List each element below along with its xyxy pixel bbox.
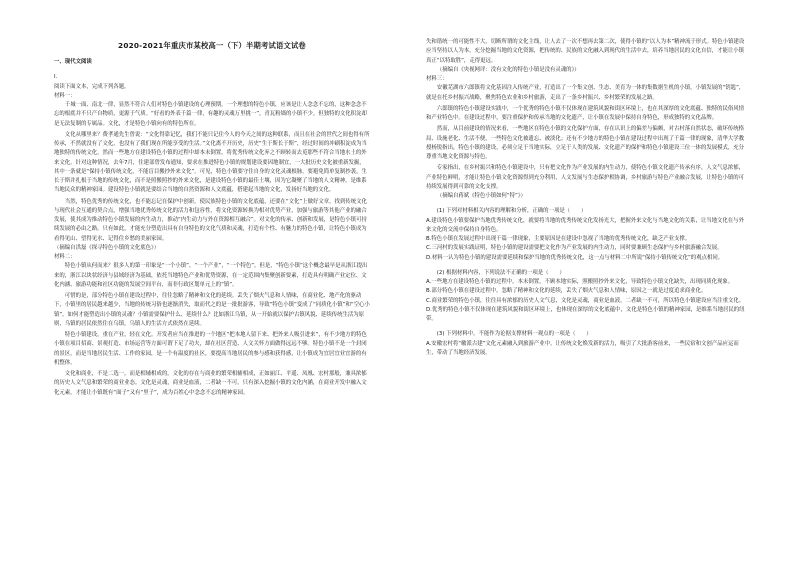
question-2-option-d: D.优秀的特色小镇不仅体现在建筑风貌和街区环境上，也体现在深厚的文化底蕴中，文化是特色小镇的精神家园，是维系当地居民的纽带。 [426,306,745,322]
question-1-option-b: B.特色小镇在发展过程中出现千篇一律现象，主要原因是在建设中忽视了当地的优秀传统文化，缺乏产业支撑。 [426,236,691,242]
material-2-source: （摘编自《央视网评：没有文化的特色小镇是没有灵魂的》） [436,66,580,73]
page-title: 2020-2021年重庆市某校高一（下）半期考试语文试卷 [118,41,306,50]
right-text-flow [426,38,746,358]
material-3-label: 材料三： [426,76,448,82]
material-1-paragraph-2: 文化从哪里来？费孝通先生曾说：“文化得靠记忆，我们不能只记住今人的今天之间的这种联系，而且在社会的世代之间也得有所传承，不然就没有了文化，也没有了我们现在所能享受的生活。”文化离不开历史，历史“生于斯长于斯”，经过时间的冲刷积淀成为当地独特的传统文化。然而一些地方在建设特色小镇的过程中却本末倒置，将优秀传统文化弃之不顾转而去觅那些不符合当地水土的外来文化。针对这种情况，去年7月，住建部曾发布通知，要求在推进特色小镇的规划建设要因地制宜，一大批历史文化被重新发掘，其中一条就是“保持小镇传统文化，不能盲目搬抄外来文化”。可见，特色小镇要守住自身的文化灵魂根脉，要避免简单复制抄袭。生长于斯并扎根于当地的传统文化，而不是照搬照抄的外来文化，是建设特色小镇的最佳土壤，因为它凝聚了当地的人文精神，是维系当地民众的精神家园。建设特色小镇就是要结合当地的自然资源和人文底蕴，搭建起当地的文化，发扬好当地的文化。 [54,131,370,194]
left-column [54,0,370,562]
material-3-paragraph-3: 然而，从目前建设的情况来看，一些地区在特色小镇的文化保护方面，存在认识上的偏差与偏颇，对古村落自然状态，破坏传统格局、设施老化、生活不便，一些特色文化被遗忘、被淡化；还有不少地方的特色小镇在建设过程中出现了千篇一律的现象，清华大学教授杨锐指出，特色小镇的建设，必须立足于当地实际，立足于人类的发展、文化遗产的保护和特色小镇建设三位一体的发展模式，充分尊重当地文化资源与特色。 [426,126,745,160]
material-3-paragraph-2: 六郎镇的特色小镇建设实践中，一个优秀的特色小镇不仅体现在建筑风貌和街区环境上，也在其深厚的文化底蕴、独特的民俗风情和产业特色中。在建设过程中，要注重保护和传承当地的文化遗产，让小镇在发展中保持自身特色，形成独特的文化品牌。 [426,105,745,121]
material-1-label: 材料一： [54,92,76,99]
material-3-source: （摘编自蒋斌《特色小镇如何“特”》） [436,193,526,199]
material-2-paragraph-4: 文化和商业，不是二选一，而是相辅相成的。文化的存在与商业的繁荣相辅相成，正如丽江、平遥、凤凰、宏村那般，兼具浓郁的历史人文气息和繁荣的商业业态。文化是灵魂，商业是血液，二者缺一不可。只有深入挖掘小镇的文化内涵，在商业开发中融入文化元素，才能让小镇既有“面子”又有“里子”，成为百姓心中念念不忘的精神家园。 [54,371,367,396]
question-1-option-a: A.建设特色小镇要保护当地优秀传统文化，就要将当地的优秀传统文化发扬光大，把握外来文化与当地文化的关系，让当地文化在与外来文化的交流中保持自身特色。 [426,217,744,233]
question-2-option-a: A.一些地方在建设特色小镇的过程中，本末倒置，不顾本地实际，照搬照抄外来文化，导致特色小镇文化缺失，出现同质化现象。 [426,279,734,285]
section-heading: 一、现代文阅读 [54,59,92,65]
question-number: I. [54,74,58,81]
question-2: (2) 根据材料内容，下列说法不正确的一项是（ ） [436,269,565,276]
material-2-continued: 失和谐统一的可能性不大，切断所谓的文化主线，让人去了一次不想再去第二次，使得小镇的“以人为本”精神流于形式。特色小镇建设应当坚持以人为本，充分挖掘当地的文化资源，把传统的、民族的文化融入到现代的生活中去，培养当地居民的文化自信，才能让小镇真正“以特取胜”，走得更远。 [426,39,745,64]
question-2-option-c: C.商业繁荣的特色小镇，往往具有浓郁的历史人文气息，文化是灵魂，商业是血液，二者缺一不可，所以特色小镇建设应当注重文化。 [426,297,745,304]
material-2-label: 材料二： [54,254,76,260]
instruction: 阅读下面文本，完成下列各题。 [54,83,130,90]
material-3-paragraph-4: 专家指出，在乡村振兴和特色小镇建设中，只有把文化作为产业发展的内生动力，使特色小镇文化遗产传承有序，人文气息浓郁，产业特色鲜明，才能让特色小镇文化资源得到充分利用，人文发展与生态保护相协调，乡村旅游与特色产业融合发展，让特色小镇的可持续发展得到可靠的文化支撑。 [426,165,745,190]
material-2-paragraph-3: 特色小镇建设，重在产业，轻在文化。开发者应当在推进的一个地区“把本地人留下来、把外来人吸引进来”，有不少地方的特色小镇在项目招商、景观打造、市场运营等方面可谓下足了功夫，却在社区营造、人文关怀方面做得远远不够。特色小镇不是一个封闭的景区，而是当地居民生活、工作的家园，是一个有温度的社区，要提高当地居民的参与感和获得感，让小镇成为宜居宜业宜游的有机整体。 [54,332,367,366]
left-text-flow [54,58,370,398]
question-2-option-b: B.部分特色小镇在建设过程中，忽略了精神和文化的延续，丢失了烟火气息和人情味，原因之一就是过度追求商业化。 [426,288,707,295]
question-1: (1) 下列对材料相关内容的理解和分析，正确的一项是（ ） [436,208,587,215]
material-1-paragraph-3: 当然，特色优秀的传统文化，也不能忘记在保护中创新，使民族特色小镇的文化底蕴，还要在“文化”上做好文章，找到传统文化与现代社会互通的契合点，增强当地优秀传统文化的活力和包容性，将文化资源转换为相对优势产业，加强与旅游等其他产业的融合发展，使其成为推动特色小镇发展的内生动力，推动“内生动力与外在资源相互融合”。对文化的传承、创新和发展，是特色小镇可持续发展的必由之路。只有如此，才能充分塑造出具有自身特色的文化气质和灵魂，打造有个性、有魅力的特色小镇，让特色小镇成为看得见山、望得见水、记得住乡愁的美丽家园。 [54,198,367,242]
material-3-paragraph-1: 安徽芜湖市六郎镇将文化基因注入传统产业，打造出了一个集文创、生态、美育为一体的集数据生机的小镇，小镇发展的“钥匙”，就是在托乡村振兴战略，聚焦特色农业和乡村旅游，走出了一条乡村振兴、乡村繁荣的发展之路。 [426,85,745,101]
right-column [426,0,746,562]
question-1-option-c: C.三河村的发展实践证明，特色小镇的建设需要把文化作为产业发展的内生动力，同时要兼顾生态保护与乡村旅游融合发展。 [426,245,723,252]
material-1-source: （摘编自洪磊《探寻特色小镇的文化底色》） [54,244,160,251]
question-3-option-a: A.安徽宏村将“徽派古建”文化元素融入到旅游产业中，让传统文化焕发新的活力，吸引了大批游客前来，一些民宿和文创产品应运而生，带动了当地经济发展。 [426,340,739,356]
question-3: (3) 下列材料中，不能作为论据支撑材料一观点的一项是（ ） [436,331,592,338]
material-2-paragraph-1: 特色小镇从何而来？很多人的第一印象是“一个小镇”，“一个产业”，“一个特色”。但是，“特色小镇”这个概念最早是从浙江提出来的，浙江以块状经济与县域经济为基础，依托当地特色产业和优势资源，在一定范围内集聚创新要素，打造具有明确产业定位、文化内涵、旅游功能和社区功能的发展空间平台，而非行政区划单元上的“镇”。 [54,263,368,288]
material-2-paragraph-2: 可惜的是，部分特色小镇在建设过程中，往往忽略了精神和文化的延续。丢失了烟火气息和人情味，在商业化、地产化的驱动下，小镇里的居民越来越少，当地的传统习俗也逐渐消失，取而代之的是一批批游客，导致“特色小镇”变成了“同质化小镇”和“空心小镇”。如何才能塑造出小镇的灵魂？小镇需要保护什么、延续什么？比如浙江乌镇，从一开始就以保护古镇风貌、延续传统生活为原则，乌镇的居民依然住在乌镇，乌镇人的生活方式依然在延续。 [54,293,370,327]
question-1-option-d: D.材料一认为特色小镇的建设需要延续和保护当地的优秀传统文化，这一点与材料二中所说“保持小镇传统文化”的观点相同。 [426,254,724,261]
material-1-paragraph-1: 千城一面、南北一律，显然不符合人们对特色小镇建设的心理预期。一个理想的特色小镇，应该是让人念念不忘的，这种念念不忘的根底并不只产自物质，更源于气质。“好看的外表千篇一律，有趣的灵魂万里挑一”，青瓦粉墙的小镇不少，但独特的文化积淀却是无法复制的专属品。文化，才是特色小镇向有的特色所在。 [54,102,367,127]
